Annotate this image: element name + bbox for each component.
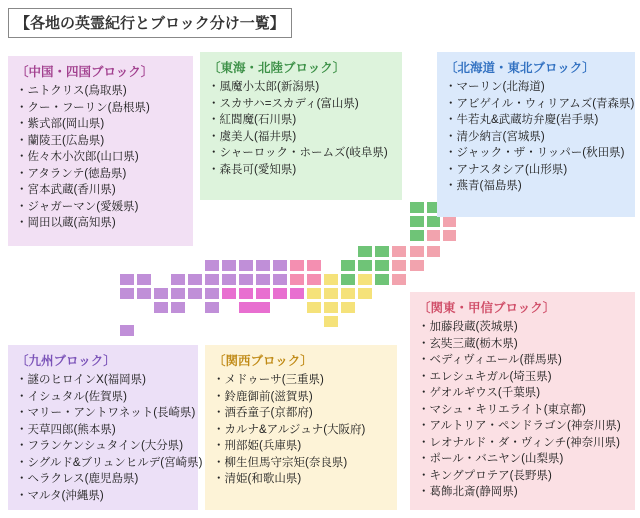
- region-tile-k: [137, 274, 151, 285]
- shiga-tile: [358, 274, 372, 285]
- list-item: ・ アタランテ(徳島県): [16, 166, 185, 183]
- list-item: ・ 天草四郎(熊本県): [16, 422, 190, 439]
- region-tile-j: [120, 274, 134, 285]
- region-tile-x: [324, 274, 338, 285]
- list-item: ・ メドゥーサ(三重県): [213, 372, 389, 389]
- list-item: ・ アナスタシア(山形県): [445, 162, 627, 179]
- block-panel-kansai: [205, 345, 397, 510]
- tokushima-tile: [273, 288, 287, 299]
- list-item: ・ 紅閻魔(石川県): [208, 112, 394, 129]
- okinawa-tile: [120, 325, 134, 336]
- block-list-chugoku-shikoku: [16, 83, 185, 232]
- hyogo-tile: [307, 288, 321, 299]
- list-item: ・ エレシュキガル(埼玉県): [418, 369, 627, 386]
- list-item: ・ アルトリア・ペンドラゴン(神奈川県): [418, 418, 627, 435]
- nara-tile: [341, 288, 355, 299]
- list-item: ・ 牛若丸&武蔵坊弁慶(岩手県): [445, 112, 627, 129]
- region-tile-v: [222, 260, 236, 271]
- list-item: ・ イシュタル(佐賀県): [16, 389, 190, 406]
- list-item: ・ シグルド&ブリュンヒルデ(宮崎県): [16, 455, 190, 472]
- block-list-kyushu: [16, 372, 203, 504]
- okayama-tile: [256, 274, 270, 285]
- block-panel-tokai-hokuriku: [200, 52, 402, 200]
- list-item: ・ ヘラクレス(鹿児島県): [16, 471, 190, 488]
- list-item: ・ 燕青(福島県): [445, 178, 627, 195]
- list-item: ・ レオナルド・ダ・ヴィンチ(神奈川県): [418, 435, 627, 452]
- list-item: ・ 清姫(和歌山県): [213, 471, 389, 488]
- list-item: ・ 柳生但馬守宗矩(奈良県): [213, 455, 389, 472]
- kagawa-tile: [256, 288, 270, 299]
- gunma-tile: [410, 230, 424, 241]
- region-tile-q: [341, 260, 355, 271]
- wakayama-tile: [324, 316, 338, 327]
- aichi-tile: [375, 274, 389, 285]
- shimane-tile: [239, 260, 253, 271]
- region-tile-b: [307, 274, 321, 285]
- fukuoka-tile: [188, 274, 202, 285]
- list-item: ・ 鈴鹿御前(滋賀県): [213, 389, 389, 406]
- list-item: ・ 蘭陵王(広島県): [16, 133, 185, 150]
- block-list-tokai-hokuriku: [208, 79, 394, 178]
- list-item: ・ クー・フーリン(島根県): [16, 100, 185, 117]
- page-title: 【各地の英霊紀行とブロック分け一覧】: [8, 8, 292, 38]
- list-item: ・ 紫式部(岡山県): [16, 116, 185, 133]
- list-item: ・ ジャガーマン(愛媛県): [16, 199, 185, 216]
- nagasaki-tile: [154, 288, 168, 299]
- niigata-tile: [410, 202, 424, 213]
- saga-tile: [171, 274, 185, 285]
- region-tile-p: [358, 246, 372, 257]
- list-item: ・ 酒呑童子(京都府): [213, 405, 389, 422]
- region-tile-s: [410, 216, 424, 227]
- list-item: ・ 佐々木小次郎(山口県): [16, 149, 185, 166]
- tochigi-tile: [427, 216, 440, 227]
- ishikawa-tile: [358, 260, 372, 271]
- ehime-tile: [239, 288, 253, 299]
- block-heading-hokkaido-tohoku: 〔北海道・東北ブロック〕: [445, 61, 595, 75]
- list-item: ・ スカサハ=スカディ(富山県): [208, 96, 394, 113]
- list-item: ・ 風魔小太郎(新潟県): [208, 79, 394, 96]
- gifu-tile: [375, 260, 389, 271]
- toyama-tile: [375, 246, 389, 257]
- region-tile-a: [307, 260, 321, 271]
- kochi-tile: [239, 302, 270, 313]
- list-item: ・ キングプロテア(長野県): [418, 468, 627, 485]
- kyoto-tile: [324, 288, 338, 299]
- list-item: ・ マリー・アントワネット(長崎県): [16, 405, 190, 422]
- block-panel-kanto-koshin: [410, 292, 635, 510]
- fukui-tile: [341, 274, 355, 285]
- list-item: ・ 森長可(愛知県): [208, 162, 394, 179]
- block-heading-kyushu: 〔九州ブロック〕: [16, 354, 116, 368]
- region-tile-y: [341, 302, 355, 313]
- oita-tile: [205, 274, 219, 285]
- region-tile-l: [290, 288, 304, 299]
- mie-tile: [358, 288, 372, 299]
- miyazaki-tile: [188, 288, 202, 299]
- region-tile-n: [273, 260, 287, 271]
- list-item: ・ 清少納言(宮城県): [445, 129, 627, 146]
- hiroshima-tile: [239, 274, 253, 285]
- list-item: ・ ポール・バニヤン(山梨県): [418, 451, 627, 468]
- region-tile-z: [307, 302, 321, 313]
- block-list-kansai: [213, 372, 389, 488]
- region-tile-o: [392, 274, 406, 285]
- region-tile-f: [205, 288, 219, 299]
- list-item: ・ ベディヴィエール(群馬県): [418, 352, 627, 369]
- block-heading-kanto-koshin: 〔関東・甲信ブロック〕: [418, 301, 556, 315]
- list-item: ・ マシュ・キリエライト(東京都): [418, 402, 627, 419]
- region-tile-i: [137, 288, 151, 299]
- list-item: ・ 玄奘三蔵(栃木県): [418, 336, 627, 353]
- list-item: ・ 宮本武蔵(香川県): [16, 182, 185, 199]
- block-list-hokkaido-tohoku: [445, 79, 635, 195]
- block-heading-kansai: 〔関西ブロック〕: [213, 354, 313, 368]
- region-tile-m: [273, 274, 287, 285]
- list-item: ・ フランケンシュタイン(大分県): [16, 438, 190, 455]
- list-item: ・ シャーロック・ホームズ(岐阜県): [208, 145, 394, 162]
- list-item: ・ 岡田以蔵(高知県): [16, 215, 185, 232]
- region-tile-d: [290, 260, 304, 271]
- list-item: ・ 葛飾北斎(静岡県): [418, 484, 627, 501]
- yamanashi-tile: [392, 260, 406, 271]
- list-item: ・ 加藤段蔵(茨城県): [418, 319, 627, 336]
- kagoshima-tile: [171, 302, 185, 313]
- block-heading-tokai-hokuriku: 〔東海・北陸ブロック〕: [208, 61, 346, 75]
- kanagawa-tile: [427, 246, 440, 257]
- region-tile-c: [290, 274, 304, 285]
- saitama-tile: [427, 230, 440, 241]
- block-heading-chugoku-shikoku: 〔中国・四国ブロック〕: [16, 65, 154, 79]
- tottori-tile: [256, 260, 270, 271]
- block-list-kanto-koshin: [418, 319, 627, 501]
- block-panel-chugoku-shikoku: [8, 56, 193, 246]
- shizuoka-tile: [410, 260, 424, 271]
- region-tile-g: [205, 302, 219, 313]
- list-item: ・ 刑部姫(兵庫県): [213, 438, 389, 455]
- region-tile-h: [154, 302, 168, 313]
- list-item: ・ アビゲイル・ウィリアムズ(青森県): [445, 96, 627, 113]
- list-item: ・ ニトクリス(鳥取県): [16, 83, 185, 100]
- list-item: ・ マーリン(北海道): [445, 79, 627, 96]
- region-tile-e: [222, 288, 236, 299]
- region-tile-u: [120, 288, 134, 299]
- chiba-tile: [443, 230, 456, 241]
- block-panel-kyushu: [8, 345, 203, 510]
- list-item: ・ ゲオルギウス(千葉県): [418, 385, 627, 402]
- region-tile-w: [205, 260, 219, 271]
- list-item: ・ ジャック・ザ・リッパー(秋田県): [445, 145, 627, 162]
- list-item: ・ 虞美人(福井県): [208, 129, 394, 146]
- list-item: ・ マルタ(沖縄県): [16, 488, 190, 505]
- osaka-tile: [324, 302, 338, 313]
- list-item: ・ 謎のヒロインX(福岡県): [16, 372, 190, 389]
- nagano-tile: [392, 246, 406, 257]
- block-panel-hokkaido-tohoku: [437, 52, 635, 217]
- yamaguchi-tile: [222, 274, 236, 285]
- list-item: ・ カルナ&アルジュナ(大阪府): [213, 422, 389, 439]
- tokyo-tile: [410, 246, 424, 257]
- kumamoto-tile: [171, 288, 185, 299]
- region-tile-t: [443, 216, 456, 227]
